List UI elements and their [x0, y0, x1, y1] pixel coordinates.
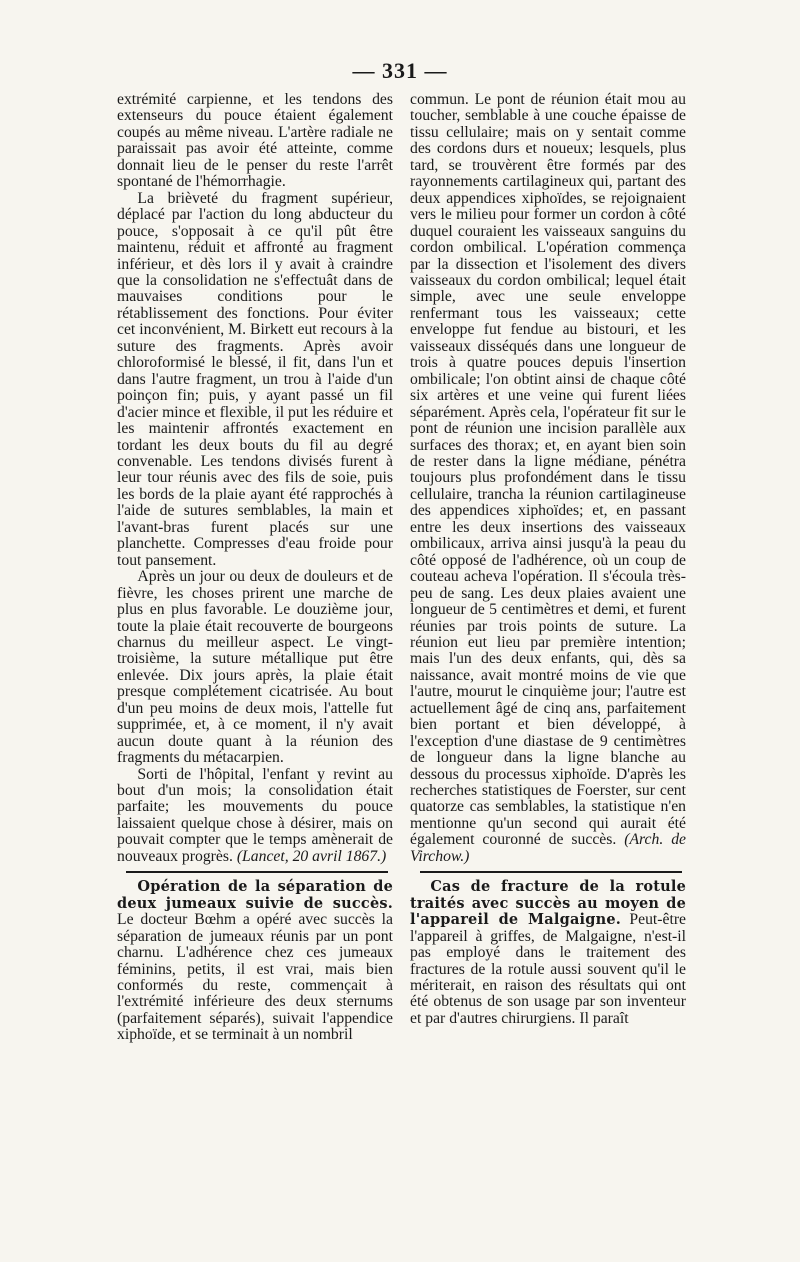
left-paragraph-4-text: Sorti de l'hôpital, l'enfant y revint au bout d'un mois; la consolidation était parfaite; les mouvements du pouce laissaient quelque chose à désirer, mais on pouvait compter que le temps amènerait de nouveaux progrès. — [117, 765, 393, 865]
section-rule-left — [126, 871, 388, 873]
left-paragraph-3: Après un jour ou deux de douleurs et de fièvre, les choses prirent une marche de plus en plus favorable. Le douzième jour, toute la plaie était recouverte de bourgeons charnus du meilleur aspect. Le vingt-troisième, la suture métallique put être enlevée. Dix jours après, la plaie était presque complétement cicatrisée. Au bout d'un peu moins de deux mois, l'attelle fut supprimée, et, à ce moment, il n'y avait aucun doute quant à la réunion des fragments du métacarpien. — [117, 568, 393, 767]
page-number: — 331 — — [352, 58, 448, 83]
right-paragraph-1-text: commun. Le pont de réunion était mou au toucher, semblable à une couche épaisse de tissu cellulaire; mais on y sentait comme des cordons durs et noueux; lesquels, plus tard, se trouvèrent être formés par des rayonnements cartilagineux qui, partant des deux appendices xiphoïdes, se rejoignaient vers le milieu pour former un cordon à côté duquel couraient les vaisseaux sanguins du cordon ombilical. L'opération commença par la dissection et l'isolement des divers vaisseaux du cordon ombilical; lequel était simple, avec une seule enveloppe renfermant tous les vaisseaux; cette enveloppe fut fendue au bistouri, et les vaisseaux disséqués dans une longueur de trois à quatre pouces depuis l'insertion ombilicale; l'on obtint ainsi de chaque côté six artères et une veine qui furent liées séparément. Après cela, l'opérateur fit sur le pont de réunion une incision parallèle aux surfaces des thorax; et, en ayant bien soin de rester dans la ligne médiane, pénétra toujours plus profondément dans le tissu cellulaire, trancha la réunion cartilagineuse des appendices xiphoïdes; et, en passant entre les deux insertions des vaisseaux ombilicaux, arriva ainsi jusqu'à la peau du côté opposé de l'adhérence, où un coup de couteau acheva l'opération. Il s'écoula très-peu de sang. Les deux plaies avaient une longueur de 5 centimètres et demi, et furent réunies par trois points de suture. La réunion eut lieu par première intention; mais l'un des deux enfants, qui, dès sa naissance, avait montré moins de vie que l'autre, mourut le cinquième jour; l'autre est actuellement âgé de cinq ans, parfaitement bien portant et bien développé, à l'exception d'une diastase de 9 centimètres de longueur dans la ligne blanche au dessous du processus xiphoïde. D'après les recherches statistiques de Foerster, sur cent quatorze cas semblables, la statistique n'en mentionne qu'un second qui aurait été également couronné de succès. — [410, 91, 686, 849]
left-column — [117, 92, 393, 1044]
right-paragraph-1 — [410, 92, 686, 865]
article-heading-jumeaux: Opération de la séparation de deux jumeaux suivie de succès. — [117, 878, 393, 912]
left-citation-lancet: (Lancet, 20 avril 1867.) — [236, 847, 387, 865]
section-rule-right — [420, 871, 682, 873]
right-paragraph-2: Peut-être l'appareil à griffes, de Malgaigne, n'est-il pas employé dans le traitement des fractures de la rotule aussi souvent qu'il le mériterait, en raison des résultats qui ont été obtenus de son usage par son inventeur et par d'autres chirurgiens. Il paraît — [410, 911, 687, 1027]
right-citation-virchow: (Arch. de Virchow.) — [410, 831, 687, 865]
left-article-paragraph — [117, 879, 393, 1044]
left-paragraph-2: La brièveté du fragment supérieur, déplacé par l'action du long abducteur du pouce, s'opposait à ce qu'il pût être maintenu, réduit et affronté au fragment inférieur, et dès lors il y avait à craindre que la consolidation ne s'effectuât dans de mauvaises conditions pour le rétablissement des fonctions. Pour éviter cet inconvénient, M. Birkett eut recours à la suture des fragments. Après avoir chloroformisé le blessé, il fit, dans l'un et dans l'autre fragment, un trou à l'aide d'un poinçon fin; puis, y ayant passé un fil d'acier mince et flexible, il put les réduire et les maintenir affrontés exactement en tordant les deux bouts du fil au degré convenable. Les tendons divisés furent à leur tour réunis avec des fils de soie, puis les bords de la plaie ayant été rapprochés à l'aide de sutures semblables, la main et l'avant-bras furent placés sur une planchette. Compresses d'eau froide pour tout pansement. — [117, 189, 393, 569]
right-article-paragraph — [410, 879, 686, 1027]
right-column — [410, 92, 686, 1027]
left-paragraph-5: Le docteur Bœhm a opéré avec succès la séparation de jumeaux réunis par un pont charnu. L'adhérence chez ces jumeaux féminins, petits, il est vrai, mais bien conformés du reste, commençait à l'extrémité inférieure des deux sternums (parfaitement séparés), suivait l'appendice xiphoïde, et se terminait à un nombril — [117, 911, 393, 1044]
left-paragraph-1: extrémité carpienne, et les tendons des extenseurs du pouce étaient également coupés au même niveau. L'artère radiale ne paraissait pas avoir été atteinte, comme donnait lieu de le penser du reste l'arrêt spontané de l'hémorrhagie. — [117, 91, 393, 191]
left-paragraph-4 — [117, 767, 393, 866]
article-heading-rotule: Cas de fracture de la rotule traités avec succès au moyen de l'appareil de Malgaigne. — [410, 878, 686, 929]
